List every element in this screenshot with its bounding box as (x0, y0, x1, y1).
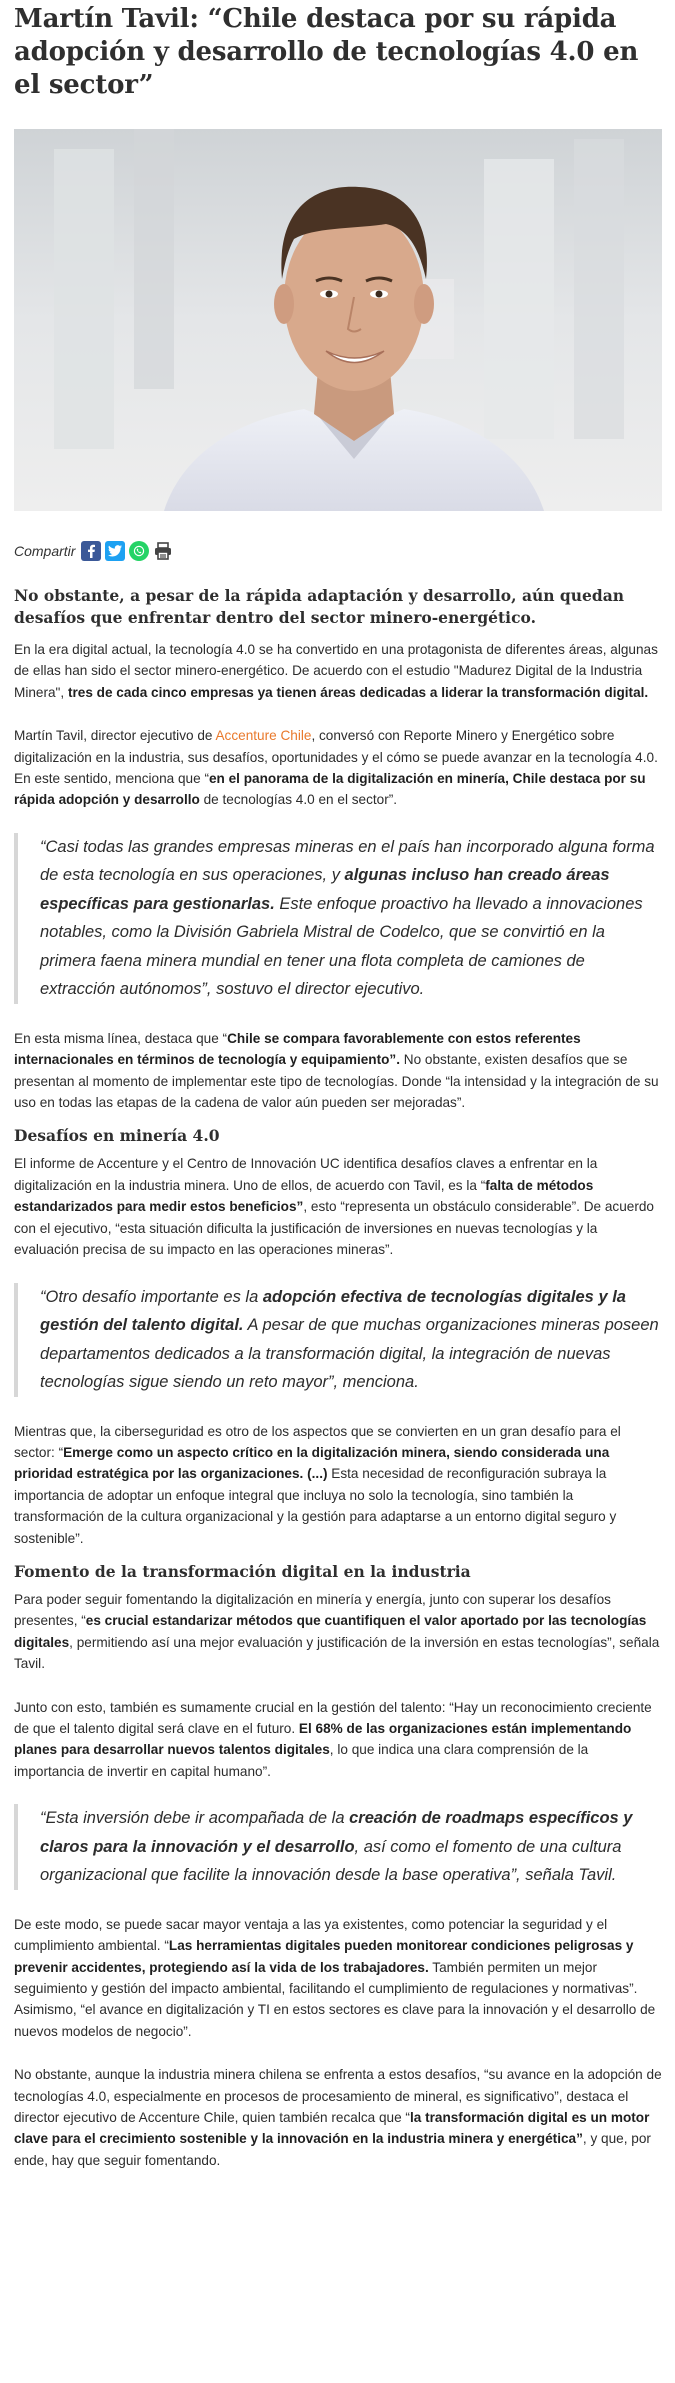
bold-text: adopción efectiva de tecnologías digitales y la gestión del talento digital. (40, 1287, 626, 1334)
paragraph-4 (14, 1153, 662, 1260)
bold-text: El 68% de las organizaciones están implementando planes para desarrollar nuevos talentos digitales (14, 1720, 632, 1758)
text: De este modo, se puede sacar mayor ventaja a las ya existentes, como potenciar la seguridad y el cumplimiento ambiental. “ (14, 1916, 608, 1954)
article-lead: No obstante, a pesar de la rápida adaptación y desarrollo, aún quedan desafíos que enfrentar dentro del sector minero-energético. (14, 586, 625, 627)
portrait-image (14, 129, 662, 511)
text: , y que, por ende, hay que seguir fomentando. (14, 2131, 651, 2168)
paragraph-5 (14, 1421, 662, 1549)
text: , esto “representa un obstáculo considerable”. De acuerdo con el ejecutivo, “esta situación dificulta la justificación de inversiones en nuevas tecnologías y la evaluación precisa de su impacto en las operaciones mineras”. (14, 1199, 654, 1258)
bold-text: tres de cada cinco empresas ya tienen áreas dedicadas a liderar la transformación digital. (67, 684, 649, 700)
text: No obstante, aunque la industria minera chilena se enfrenta a estos desafíos, “su avance en la adopción de tecnologías 4.0, especialmente en procesos de procesamiento de mineral, es significativo”, destaca el director ejecutivo de Accenture Chile, quien también recalca que “ (14, 2067, 662, 2125)
text: “Otro desafío importante es la (40, 1287, 263, 1306)
paragraph-7 (14, 1697, 662, 1783)
paragraph-9 (14, 2064, 662, 2171)
whatsapp-icon[interactable] (129, 541, 149, 561)
text: , lo que indica una clara comprensión de la importancia de invertir en capital humano”. (14, 1742, 589, 1779)
text: En la era digital actual, la tecnología 4.0 se ha convertido en una protagonista de diferentes áreas, algunas de ellas han sido el sector minero-energético. De acuerdo con el estudio "Madurez Digital de la Industria Minera", (14, 642, 658, 700)
section-heading-fomento: Fomento de la transformación digital en la industria (14, 1561, 471, 1581)
paragraph-6 (14, 1589, 662, 1675)
accenture-chile-link[interactable]: Accenture Chile (215, 728, 312, 744)
bold-text: Las herramientas digitales pueden monitorear condiciones peligrosas y prevenir accidentes, protegiendo así la vida de los trabajadores. (14, 1938, 634, 1975)
paragraph-3 (14, 1028, 662, 1114)
text: “Casi todas las grandes empresas mineras en el país han incorporado alguna forma de esta tecnología en sus operaciones, y (40, 837, 655, 885)
text: Este enfoque proactivo ha llevado a innovaciones notables, como la División Gabriela Mistral de Codelco, que se convirtió en la primera faena minera mundial en tener una flota completa de camiones de extracción autónomos”, sostuvo el director ejecutivo. (40, 894, 643, 999)
text: de tecnologías 4.0 en el sector”. (199, 792, 398, 808)
text: Para poder seguir fomentando la digitalización en minería y energía, junto con superar los desafíos presentes, “ (14, 1591, 611, 1629)
article (14, 0, 662, 2171)
text: , así como el fomento de una cultura organizacional que facilite la innovación desde la base operativa”, señala Tavil. (40, 1837, 622, 1885)
article-photo (14, 129, 662, 511)
text: No obstante, existen desafíos que se presentan al momento de implementar este tipo de tecnologías. Donde “la intensidad y la integración de su uso en todas las etapas de la cadena de valor aún pueden ser mejoradas”. (14, 1052, 659, 1111)
quote-2 (14, 1283, 662, 1397)
twitter-icon[interactable] (105, 541, 125, 561)
text: Junto con esto, también es sumamente crucial en la gestión del talento: “Hay un reconocimiento creciente de que el talento digital será clave en el futuro. (14, 1699, 652, 1736)
text: Mientras que, la ciberseguridad es otro de los aspectos que se convierten en un gran desafío para el sector: “ (14, 1423, 621, 1460)
print-icon[interactable] (153, 541, 173, 561)
bold-text: falta de métodos estandarizados para medir estos beneficios” (14, 1177, 594, 1215)
facebook-icon[interactable] (81, 541, 101, 561)
text: Martín Tavil, director ejecutivo de (14, 728, 216, 744)
text: También permiten un mejor seguimiento y gestión del impacto ambiental, facilitando el cumplimiento de regulaciones y normativas”. Asimismo, “el avance en digitalización y TI en estos sectores es clave para la innovación y el desarrollo de nuevos modelos de negocio”. (14, 1959, 656, 2039)
bold-text: es crucial estandarizar métodos que cuantifiquen el valor aportado por las tecnologías digitales (14, 1613, 647, 1650)
bold-text: Emerge como un aspecto crítico en la digitalización minera, siendo considerada una prioridad estratégica por las organizaciones. (...) (14, 1444, 610, 1482)
article-title: Martín Tavil: “Chile destaca por su rápida adopción y desarrollo de tecnologías 4.0 en el sector” (14, 4, 639, 100)
bold-text: creación de roadmaps específicos y claros para la innovación y el desarrollo (40, 1809, 633, 1856)
text: “Esta inversión debe ir acompañada de la (40, 1809, 350, 1828)
share-label: Compartir (14, 543, 76, 559)
text: A pesar de que muchas organizaciones mineras poseen departamentos dedicados a la transformación digital, la integración de nuevas tecnologías sigue siendo un reto mayor”, menciona. (40, 1316, 659, 1391)
quote-1 (14, 833, 662, 1004)
paragraph-1 (14, 639, 662, 703)
share-bar (14, 539, 662, 563)
bold-text: la transformación digital es un motor clave para el crecimiento sostenible y la innovación en la industria minera y energética” (14, 2109, 650, 2147)
paragraph-8 (14, 1914, 662, 2042)
text: Esta necesidad de reconfiguración subraya la importancia de adoptar un enfoque integral que incluya no solo la tecnología, sino también la transformación de la cultura organizacional y la gestión para adaptarse a un entorno digital seguro y sostenible”. (14, 1466, 617, 1546)
bold-text: algunas incluso han creado áreas específicas para gestionarlas. (40, 866, 610, 913)
section-heading-desafios: Desafíos en minería 4.0 (14, 1126, 220, 1146)
paragraph-2 (14, 725, 662, 811)
text: , conversó con Reporte Minero y Energético sobre digitalización en la industria, sus desafíos, oportunidades y el cómo se puede avanzar en la tecnología 4.0. En este sentido, menciona que “ (14, 728, 658, 787)
bold-text: Chile se compara favorablemente con estos referentes internacionales en términos de tecnología y equipamiento”. (14, 1030, 581, 1068)
text: En esta misma línea, destaca que “ (14, 1030, 228, 1046)
text: El informe de Accenture y el Centro de Innovación UC identifica desafíos claves a enfrentar en la digitalización en la industria minera. Uno de ellos, de acuerdo con Tavil, es la “ (14, 1156, 598, 1193)
bold-text: en el panorama de la digitalización en minería, Chile destaca por su rápida adopción y desarrollo (14, 771, 646, 808)
quote-3 (14, 1804, 662, 1890)
text: , permitiendo así una mejor evaluación y justificación de la inversión en estas tecnologías”, señala Tavil. (14, 1634, 660, 1672)
